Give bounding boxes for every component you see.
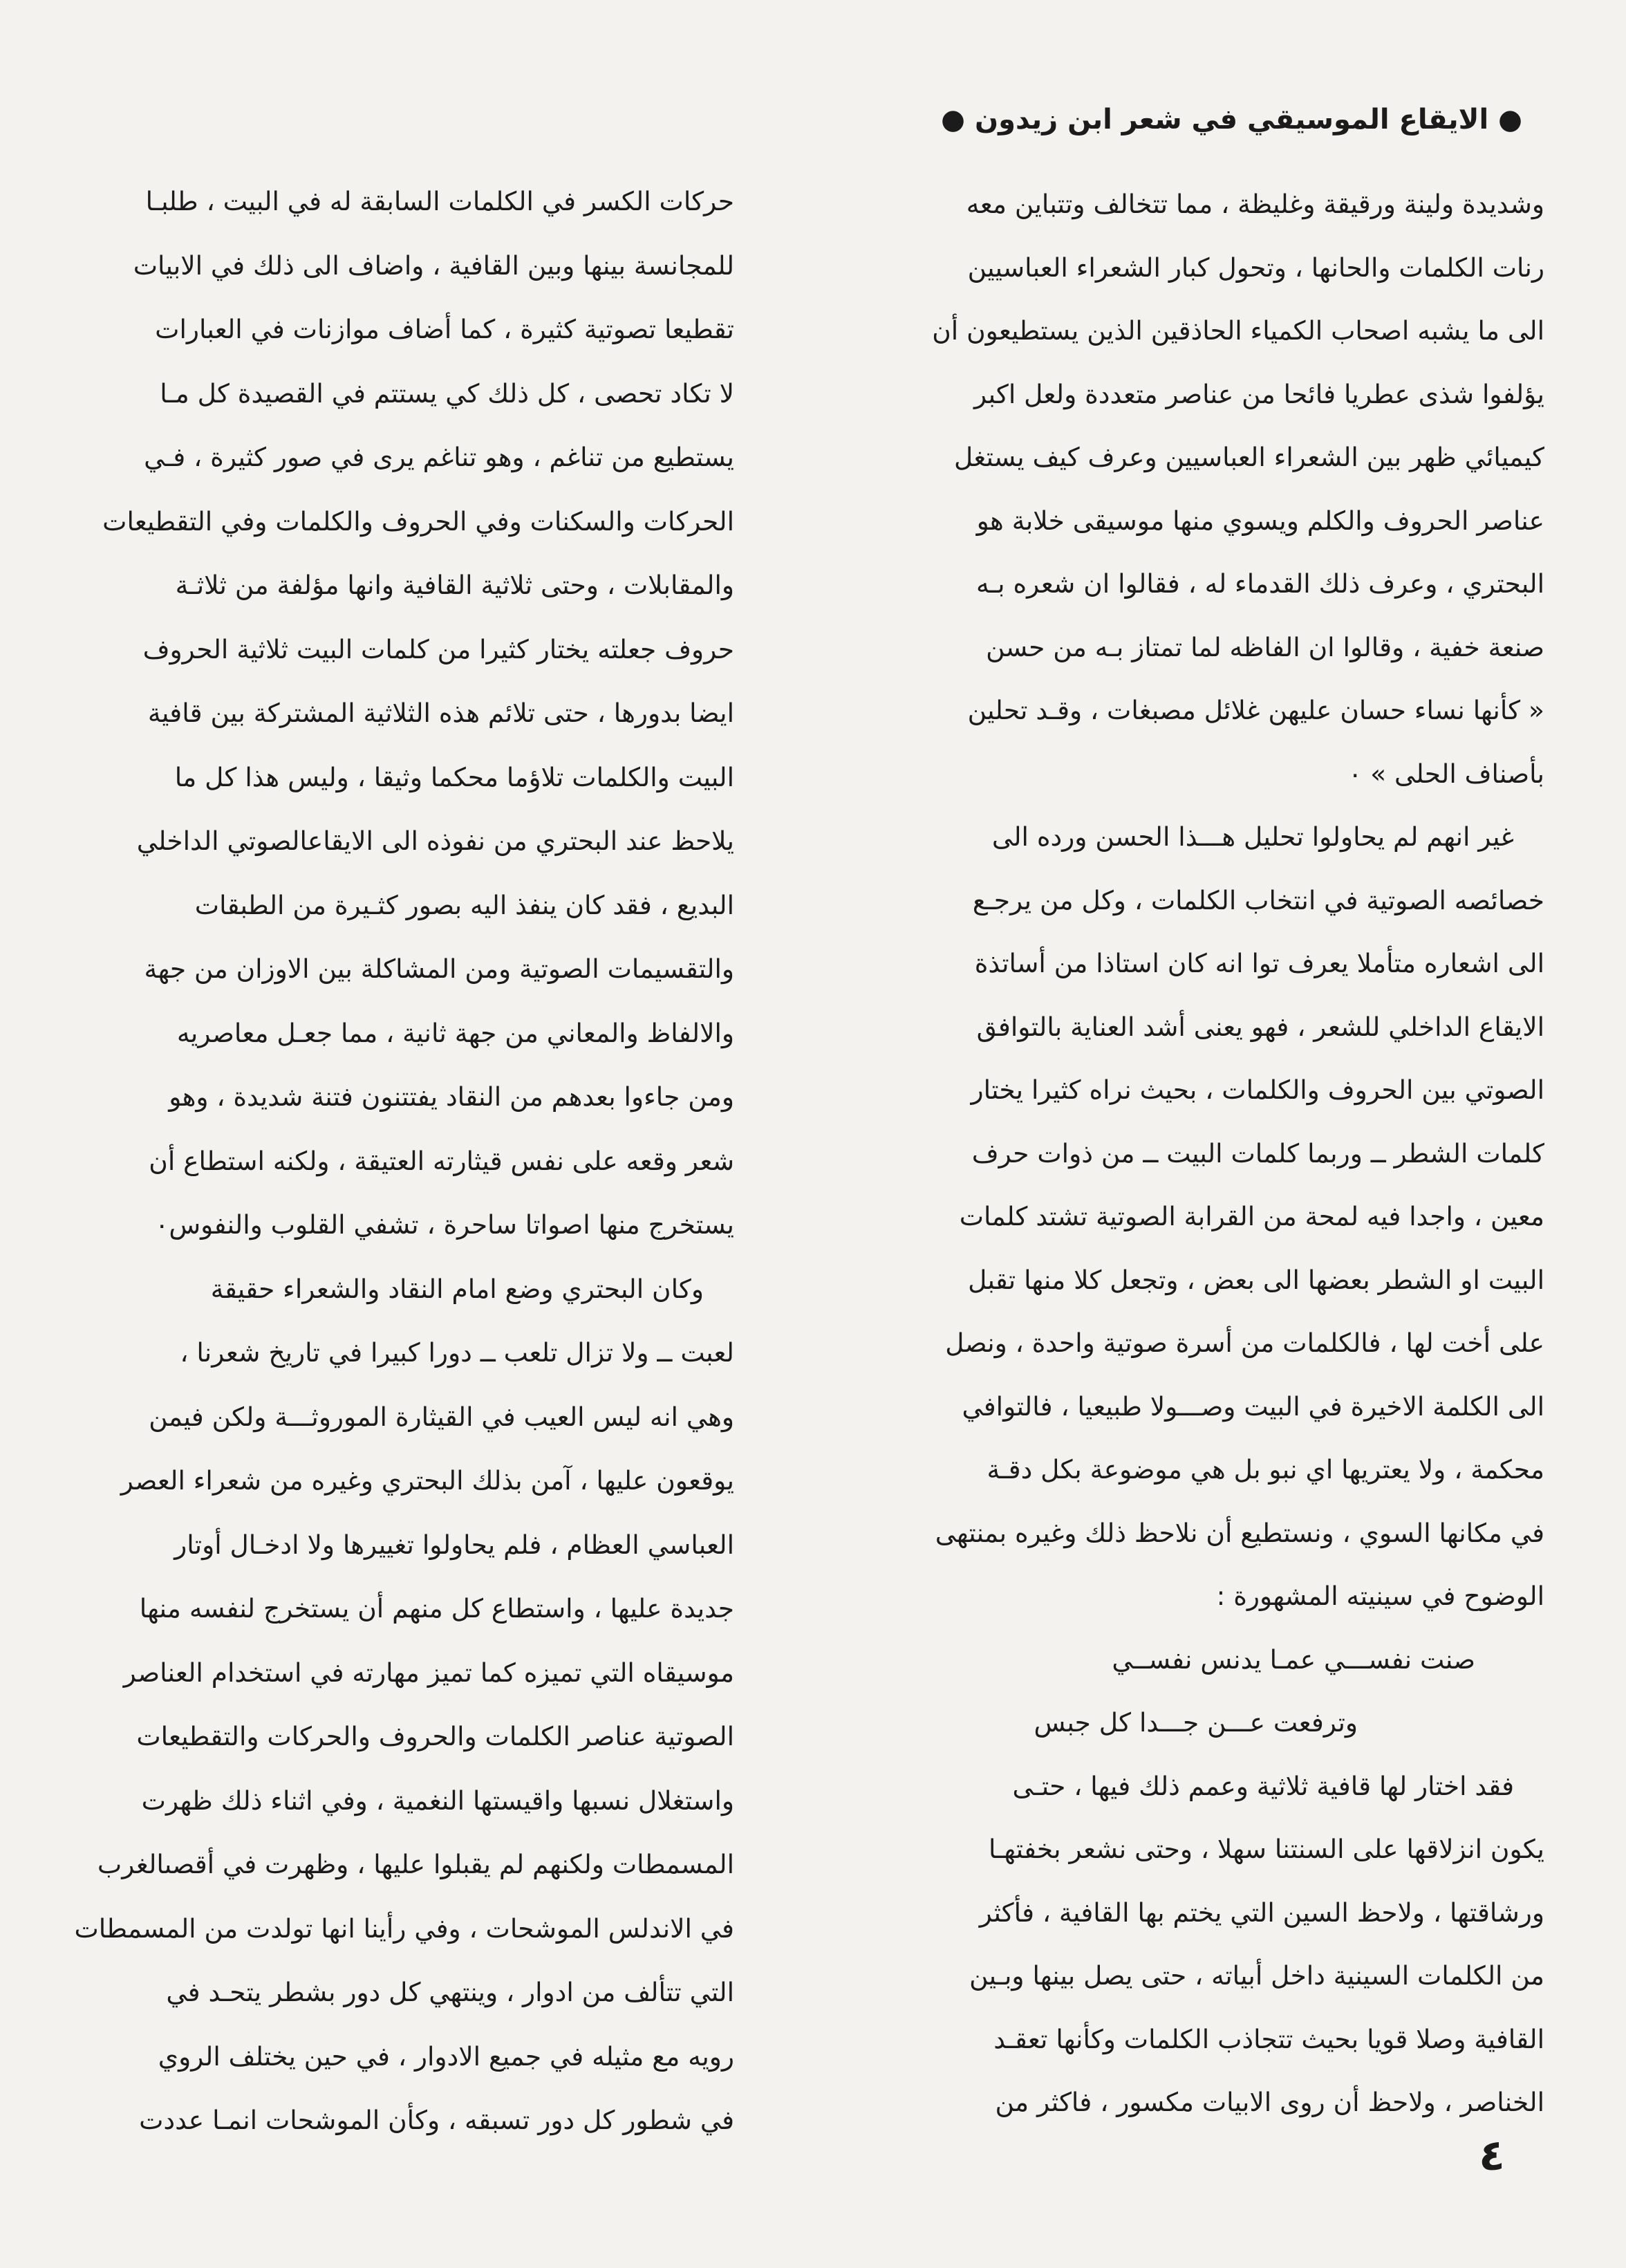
text-line: من الكلمات السينية داخل أبياته ، حتى يصل بينها وبـين <box>969 1960 1544 1991</box>
text-line: والالفاظ والمعاني من جهة ثانية ، مما جعـل معاصريه <box>176 1017 734 1048</box>
text-line: البديع ، فقد كان ينفذ اليه بصور كثـيرة من الطبقات <box>194 889 734 920</box>
text-line: عناصر الحروف والكلم ويسوي منها موسيقى خلابة هو <box>976 505 1544 536</box>
text-line: جديدة عليها ، واستطاع كل منهم أن يستخرج لنفسه منها <box>139 1593 734 1624</box>
running-header: ● الايقاع الموسيقي في شعر ابن زيدون ● <box>941 104 1522 136</box>
text-line: الى الكلمة الاخيرة في البيت وصـــولا طبيعيا ، فالتوافي <box>962 1391 1544 1422</box>
text-line: وهي انه ليس العيب في القيثارة الموروثـــة ولكن فيمن <box>149 1401 734 1432</box>
text-line: يوقعون عليها ، آمن بذلك البحتري وغيره من شعراء العصر <box>120 1465 734 1496</box>
text-line: موسيقاه التي تميزه كما تميز مهارته في استخدام العناصر <box>123 1657 734 1688</box>
text-line: الحركات والسكنات وفي الحروف والكلمات وفي التقطيعات <box>102 505 734 537</box>
text-line: التي تتألف من ادوار ، وينتهي كل دور بشطر يتحـد في <box>166 1977 734 2007</box>
text-line: وكان البحتري وضع امام النقاد والشعراء حقيقة <box>210 1273 704 1304</box>
text-line: للمجانسة بينها وبين القافية ، واضاف الى ذلك في الابيات <box>133 250 734 281</box>
text-line: حركات الكسر في الكلمات السابقة له في البيت ، طلبـا <box>145 186 734 216</box>
text-line: حروف جعلته يختار كثيرا من كلمات البيت ثلاثية الحروف <box>142 633 734 664</box>
text-line: الايقاع الداخلي للشعر ، فهو يعنى أشد العناية بالتوافق <box>976 1011 1544 1042</box>
text-line: القافية وصلا قويا بحيث تتجاذب الكلمات وكأنها تعقـد <box>993 2023 1544 2054</box>
text-line: البيت او الشطر بعضها الى بعض ، وتجعل كلا منها تقبل <box>968 1264 1544 1295</box>
text-line: محكمة ، ولا يعتريها اي نبو بل هي موضوعة بكل دقـة <box>987 1454 1544 1485</box>
text-line: في مكانها السوي ، ونستطيع أن نلاحظ ذلك وغيره بمنتهى <box>935 1517 1544 1548</box>
text-line: في الاندلس الموشحات ، وفي رأينا انها تولدت من المسمطات <box>74 1913 734 1944</box>
text-line: كيميائي ظهر بين الشعراء العباسيين وعرف كيف يستغل <box>954 442 1544 472</box>
text-line: معين ، واجدا فيه لمحة من القرابة الصوتية تشتد كلمات <box>959 1201 1544 1231</box>
text-line: كلمات الشطر ــ وربما كلمات البيت ــ من ذوات حرف <box>971 1137 1544 1169</box>
text-line: البحتري ، وعرف ذلك القدماء له ، فقالوا ان شعره بـه <box>976 568 1544 599</box>
text-line: العباسي العظام ، فلم يحاولوا تغييرها ولا ادخـال أوتار <box>174 1529 734 1560</box>
text-line: ايضا بدورها ، حتى تلائم هذه الثلاثية المشتركة بين قافية <box>147 698 734 728</box>
text-line: الى اشعاره متأملا يعرف توا انه كان استاذا من أساتذة <box>974 948 1544 978</box>
text-line: الخناصر ، ولاحظ أن روى الابيات مكسور ، فاكثر من <box>995 2087 1544 2117</box>
text-line: « كأنها نساء حسان عليهن غلائل مصبغات ، وقـد تحلين <box>967 695 1544 725</box>
text-line: يلاحظ عند البحتري من نفوذه الى الايقاعالصوتي الداخلي <box>136 826 734 856</box>
text-line: البيت والكلمات تلاؤما محكما وثيقا ، وليس هذا كل ما <box>174 761 734 792</box>
page-number: ٤ <box>1479 2130 1505 2180</box>
text-line: فقد اختار لها قافية ثلاثية وعمم ذلك فيها ، حتـى <box>1012 1770 1514 1801</box>
text-line: صنعة خفية ، وقالوا ان الفاظه لما تمتاز بـه من حسن <box>986 631 1544 662</box>
text-line: على أخت لها ، فالكلمات من أسرة صوتية واحدة ، ونصل <box>945 1328 1544 1358</box>
text-line: والتقسيمات الصوتية ومن المشاكلة بين الاوزان من جهة <box>144 954 734 984</box>
text-line: بأصناف الحلى » ٠ <box>1348 758 1544 789</box>
text-line: والمقابلات ، وحتى ثلاثية القافية وانها مؤلفة من ثلاثـة <box>175 570 734 600</box>
text-line: واستغلال نسبها واقيستها النغمية ، وفي اثناء ذلك ظهرت <box>141 1785 734 1816</box>
text-line: الى ما يشبه اصحاب الكمياء الحاذقين الذين يستطيعون أن <box>932 315 1544 346</box>
text-line: وشديدة ولينة ورقيقة وغليظة ، مما تتخالف وتتباين معه <box>966 189 1544 219</box>
text-line: المسمطات ولكنهم لم يقبلوا عليها ، وظهرت في أقصىالغرب <box>97 1849 734 1879</box>
right-text-column <box>832 173 1544 2135</box>
text-line: يؤلفوا شذى عطريا فائحا من عناصر متعددة ولعل اكبر <box>973 378 1544 409</box>
text-line: رويه مع مثيله في جميع الادوار ، في حين يختلف الروي <box>158 2041 734 2072</box>
text-line: الصوتي بين الحروف والكلمات ، بحيث نراه كثيرا يختار <box>971 1075 1544 1105</box>
text-line: خصائصه الصوتية في انتخاب الكلمات ، وكل من يرجـع <box>972 884 1544 915</box>
text-line: يستخرج منها اصواتا ساحرة ، تشفي القلوب والنفوس٠ <box>155 1209 734 1240</box>
text-line: الصوتية عناصر الكلمات والحروف والحركات والتقطيعات <box>136 1721 734 1751</box>
text-line: يستطيع من تناغم ، وهو تناغم يرى في صور كثيرة ، فـي <box>144 442 734 472</box>
text-line: رنات الكلمات والحانها ، وتحول كبار الشعراء العباسيين <box>967 252 1544 283</box>
verse-line: صنت نفســـي عمـا يدنس نفســي <box>1112 1644 1475 1675</box>
text-line: ومن جاءوا بعدهم من النقاد يفتتنون فتنة شديدة ، وهو <box>169 1081 734 1112</box>
text-line: لعبت ــ ولا تزال تلعب ــ دورا كبيرا في تاريخ شعرنا ، <box>180 1337 734 1368</box>
text-line: شعر وقعه على نفس قيثارته العتيقة ، ولكنه استطاع أن <box>149 1145 734 1176</box>
text-line: تقطيعا تصوتية كثيرة ، كما أضاف موازنات في العبارات <box>155 314 734 344</box>
left-text-column <box>29 169 734 2153</box>
verse-line: وترفعت عـــن جـــدا كل جبس <box>1034 1707 1358 1738</box>
text-line: لا تكاد تحصى ، كل ذلك كي يستتم في القصيدة كل مـا <box>160 378 734 409</box>
text-line: يكون انزلاقها على السنتنا سهلا ، وحتى نشعر بخفتهـا <box>988 1834 1544 1864</box>
text-line: غير انهم لم يحاولوا تحليل هـــذا الحسن ورده الى <box>991 821 1514 852</box>
text-line: ورشاقتها ، ولاحظ السين التي يختم بها القافية ، فأكثر <box>979 1897 1544 1928</box>
text-line: في شطور كل دور تسبقه ، وكأن الموشحات انمـا عددت <box>139 2105 734 2135</box>
text-line: الوضوح في سينيته المشهورة : <box>1216 1581 1544 1611</box>
